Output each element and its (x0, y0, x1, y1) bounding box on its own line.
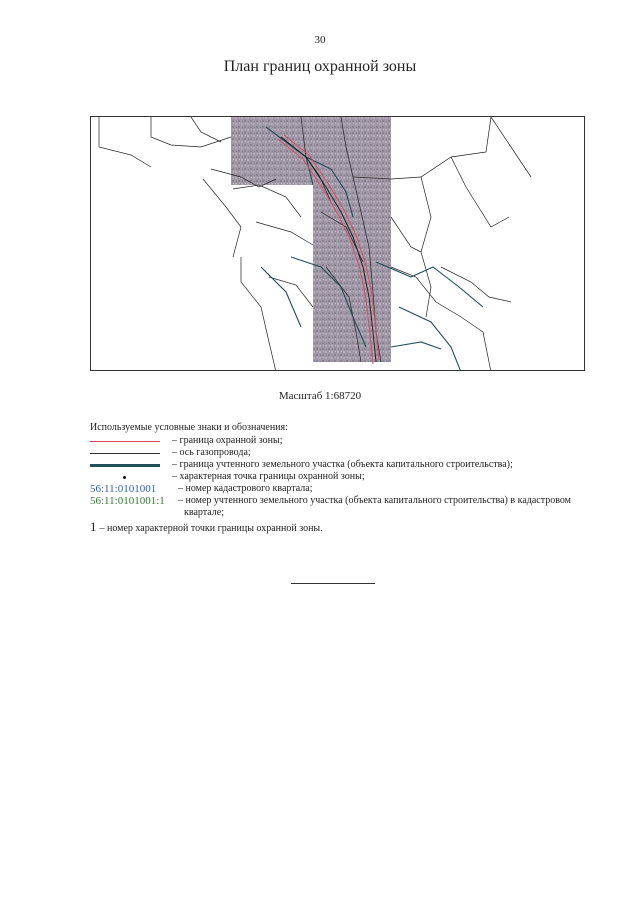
legend-item-quarter-number (90, 483, 590, 495)
legend-text: – номер учтенного земельного участка (объекта капитального строительства) в кадастровом квартале; (178, 495, 572, 518)
svg-text:·····: ····· (353, 269, 361, 275)
legend-item-parcel-number (90, 495, 590, 519)
svg-text:·····: ····· (356, 341, 364, 347)
map-scale: Масштаб 1:68720 (278, 390, 362, 402)
teal-line-symbol (90, 459, 168, 471)
page-number: 30 (314, 34, 326, 46)
dot-symbol (90, 471, 168, 483)
quarter-code: 56:11:0101001 (90, 483, 157, 495)
legend-text: – номер характерной точки границы охранной зоны. (99, 523, 323, 534)
legend-text: – граница учтенного земельного участка (объекта капитального строительства); (172, 459, 513, 470)
legend-heading: Используемые условные знаки и обозначения: (90, 422, 288, 433)
boundary-map[interactable] (90, 116, 585, 371)
parcel-code: 56:11:0101001:1 (90, 495, 165, 507)
svg-text:·····: ····· (361, 308, 369, 314)
svg-text:·····: ····· (296, 168, 304, 174)
point-number-glyph: 1 (90, 519, 97, 534)
legend-item-zone-boundary (90, 435, 590, 447)
legend-item-point-number (90, 521, 590, 535)
legend-text: – граница охранной зоны; (172, 435, 283, 446)
legend-text: – ось газопровода; (172, 447, 251, 458)
black-line-symbol (90, 447, 168, 459)
legend-item-point (90, 471, 590, 483)
legend-item-pipeline-axis (90, 447, 590, 459)
legend-item-parcel-boundary (90, 459, 590, 471)
closing-rule (291, 583, 375, 584)
legend (90, 422, 590, 535)
svg-text:·····: ····· (346, 225, 354, 231)
red-line-symbol (90, 435, 168, 447)
page-title: План границ охранной зоны (223, 58, 417, 75)
legend-text: – характерная точка границы охранной зоны; (172, 471, 365, 482)
map-drawing (91, 117, 585, 371)
legend-text: – номер кадастрового квартала; (178, 483, 313, 494)
